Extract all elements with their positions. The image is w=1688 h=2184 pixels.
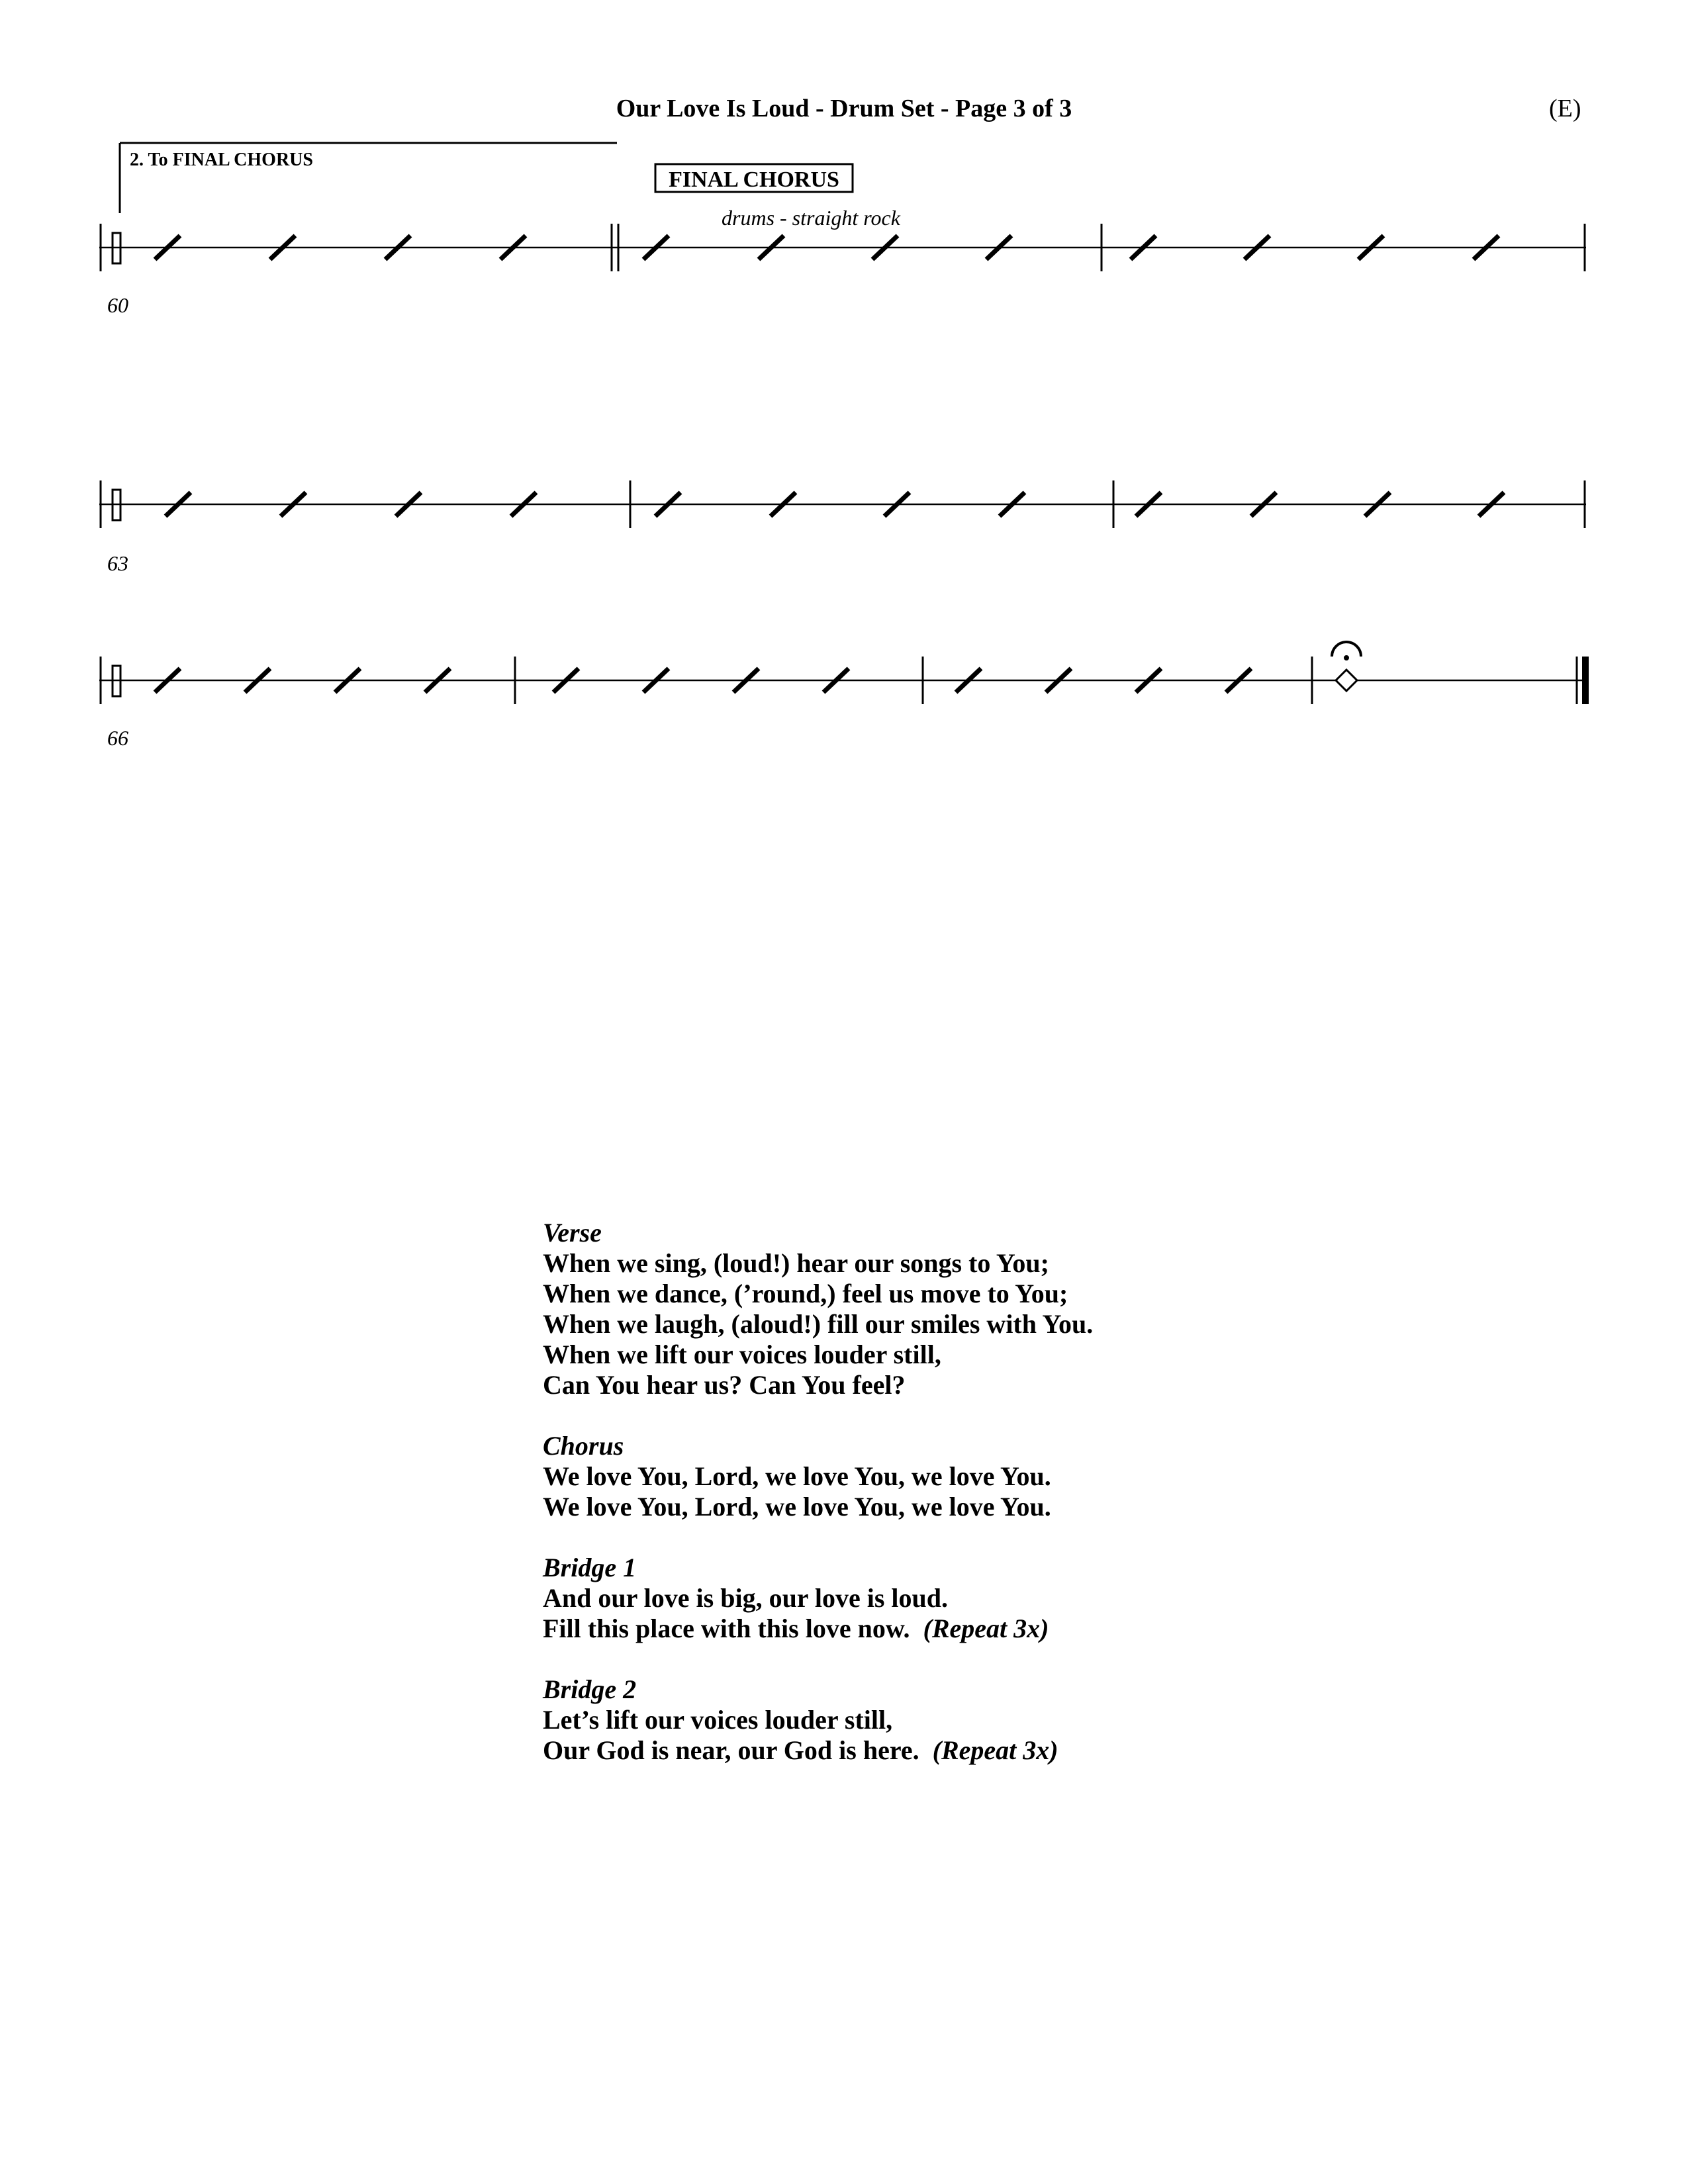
performance-instruction: drums - straight rock: [722, 206, 900, 230]
fermata-icon: [1332, 642, 1361, 660]
repeat-instruction: (Repeat 3x): [923, 1614, 1049, 1643]
verse-heading: Verse: [543, 1218, 602, 1248]
measure-number: 60: [107, 293, 128, 317]
lyric-line: Can You hear us? Can You feel?: [543, 1370, 906, 1400]
lyric-line: [543, 1735, 1337, 1766]
drum-score: [0, 0, 1688, 794]
lyric-line: We love You, Lord, we love You, we love You.: [543, 1461, 1051, 1491]
bridge1-heading: Bridge 1: [543, 1553, 637, 1582]
staff-system-1: [99, 224, 1586, 317]
measure-number: 66: [107, 726, 128, 750]
lyric-line: When we laugh, (aloud!) fill our smiles with You.: [543, 1309, 1094, 1339]
lyric-line: [543, 1614, 1337, 1644]
lyric-text: Fill this place with this love now.: [543, 1614, 910, 1643]
bridge2-heading: Bridge 2: [543, 1674, 637, 1704]
staff-system-2: [99, 480, 1586, 575]
rehearsal-mark-label: FINAL CHORUS: [669, 167, 839, 192]
lyrics-block: [543, 1218, 1337, 1796]
lyric-text: Our God is near, our God is here.: [543, 1735, 919, 1765]
lyric-line: When we lift our voices louder still,: [543, 1340, 941, 1369]
key-indicator: (E): [1549, 95, 1581, 122]
diamond-note-icon: [1336, 670, 1357, 691]
lyrics-bridge-1: [543, 1553, 1337, 1644]
chorus-heading: Chorus: [543, 1431, 624, 1461]
page-title: Our Love Is Loud - Drum Set - Page 3 of 3: [616, 95, 1072, 122]
ending-bracket: [120, 143, 617, 213]
lyrics-bridge-2: [543, 1674, 1337, 1766]
lyric-line: Let’s lift our voices louder still,: [543, 1705, 893, 1735]
measure-number: 63: [107, 551, 128, 575]
lyric-line: And our love is big, our love is loud.: [543, 1583, 948, 1613]
lyric-line: When we sing, (loud!) hear our songs to You;: [543, 1248, 1049, 1278]
lyric-line: We love You, Lord, we love You, we love You.: [543, 1492, 1051, 1522]
lyrics-chorus: [543, 1431, 1337, 1522]
repeat-instruction: (Repeat 3x): [932, 1735, 1058, 1765]
staff-system-3: [99, 642, 1589, 750]
lyrics-verse: [543, 1218, 1337, 1400]
rehearsal-mark: [655, 164, 853, 192]
lyric-line: When we dance, (’round,) feel us move to You;: [543, 1279, 1068, 1308]
ending-label: 2. To FINAL CHORUS: [130, 150, 313, 170]
